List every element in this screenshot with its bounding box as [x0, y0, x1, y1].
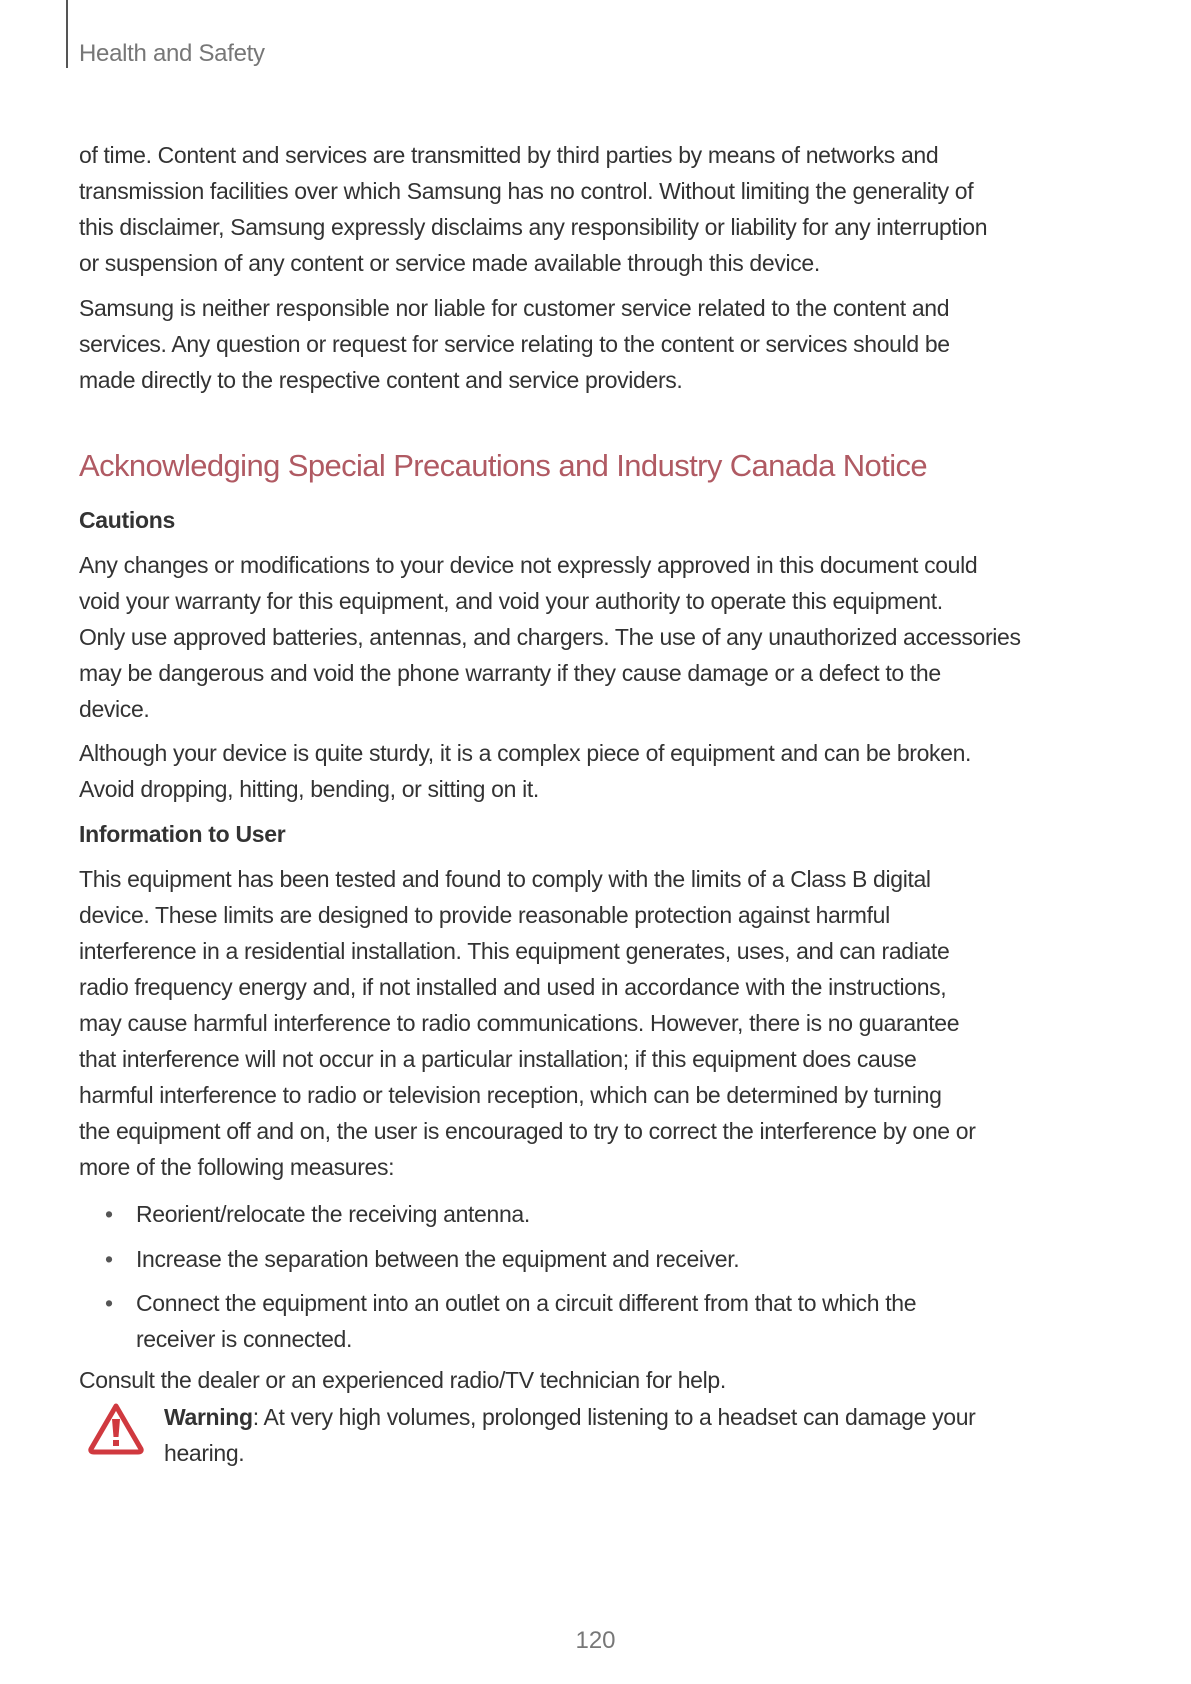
- bullet-icon: •: [105, 1290, 113, 1316]
- text-line: radio frequency energy and, if not installed and used in accordance with the instructions,: [79, 974, 947, 1000]
- text-line: Samsung is neither responsible nor liable for customer service related to the content and: [79, 295, 950, 321]
- paragraph: [79, 137, 987, 281]
- text-line: Avoid dropping, hitting, bending, or sitting on it.: [79, 776, 539, 802]
- bullet-icon: •: [105, 1246, 113, 1272]
- text-line: This equipment has been tested and found to comply with the limits of a Class B digital: [79, 866, 931, 892]
- text-line: or suspension of any content or service made available through this device.: [79, 250, 820, 276]
- text-line: device. These limits are designed to provide reasonable protection against harmful: [79, 902, 890, 928]
- text-line: Only use approved batteries, antennas, and chargers. The use of any unauthorized accessories: [79, 624, 1021, 650]
- section-title: Acknowledging Special Precautions and Industry Canada Notice: [79, 448, 928, 483]
- text-line: Although your device is quite sturdy, it is a complex piece of equipment and can be broken.: [79, 740, 972, 766]
- text-line: device.: [79, 696, 150, 722]
- bullet-item: [79, 1285, 916, 1357]
- paragraph: [79, 735, 971, 807]
- bullet-text: receiver is connected.: [136, 1326, 353, 1352]
- info-heading: Information to User: [79, 821, 286, 847]
- text-line: harmful interference to radio or television reception, which can be determined by turning: [79, 1082, 942, 1108]
- text-line: that interference will not occur in a particular installation; if this equipment does cause: [79, 1046, 917, 1072]
- warning-line: hearing.: [164, 1440, 245, 1466]
- text-line: Any changes or modifications to your device not expressly approved in this document could: [79, 552, 978, 578]
- text-line: made directly to the respective content and service providers.: [79, 367, 683, 393]
- consult-text: Consult the dealer or an experienced radio/TV technician for help.: [79, 1367, 726, 1393]
- text-line: may cause harmful interference to radio communications. However, there is no guarantee: [79, 1010, 960, 1036]
- paragraph: [79, 861, 976, 1185]
- text-line: void your warranty for this equipment, and void your authority to operate this equipment.: [79, 588, 943, 614]
- text-line: transmission facilities over which Samsung has no control. Without limiting the generality of: [79, 178, 974, 204]
- text-line: interference in a residential installation. This equipment generates, uses, and can radiate: [79, 938, 950, 964]
- cautions-heading: Cautions: [79, 507, 175, 533]
- bullet-item: [79, 1196, 530, 1232]
- bullet-item: [79, 1241, 739, 1277]
- warning-label: Warning: [164, 1404, 253, 1430]
- text-line: more of the following measures:: [79, 1154, 395, 1180]
- paragraph: [79, 290, 950, 398]
- paragraph: [79, 547, 1021, 727]
- text-line: may be dangerous and void the phone warranty if they cause damage or a defect to the: [79, 660, 941, 686]
- bullet-icon: •: [105, 1201, 113, 1227]
- warning-line: : At very high volumes, prolonged listening to a headset can damage your: [252, 1404, 976, 1430]
- header-rule: [66, 0, 68, 68]
- warning-icon: [88, 1403, 144, 1455]
- text-line: services. Any question or request for service relating to the content or services should be: [79, 331, 950, 357]
- section-header: Health and Safety: [79, 40, 265, 67]
- bullet-text: Reorient/relocate the receiving antenna.: [136, 1201, 530, 1227]
- page-number: 120: [575, 1627, 616, 1654]
- text-line: this disclaimer, Samsung expressly disclaims any responsibility or liability for any interruption: [79, 214, 988, 240]
- bullet-text: Increase the separation between the equipment and receiver.: [136, 1246, 740, 1272]
- text-line: the equipment off and on, the user is encouraged to try to correct the interference by one or: [79, 1118, 976, 1144]
- text-line: of time. Content and services are transmitted by third parties by means of networks and: [79, 142, 939, 168]
- warning-text: [164, 1399, 975, 1471]
- bullet-text: Connect the equipment into an outlet on a circuit different from that to which the: [136, 1290, 917, 1316]
